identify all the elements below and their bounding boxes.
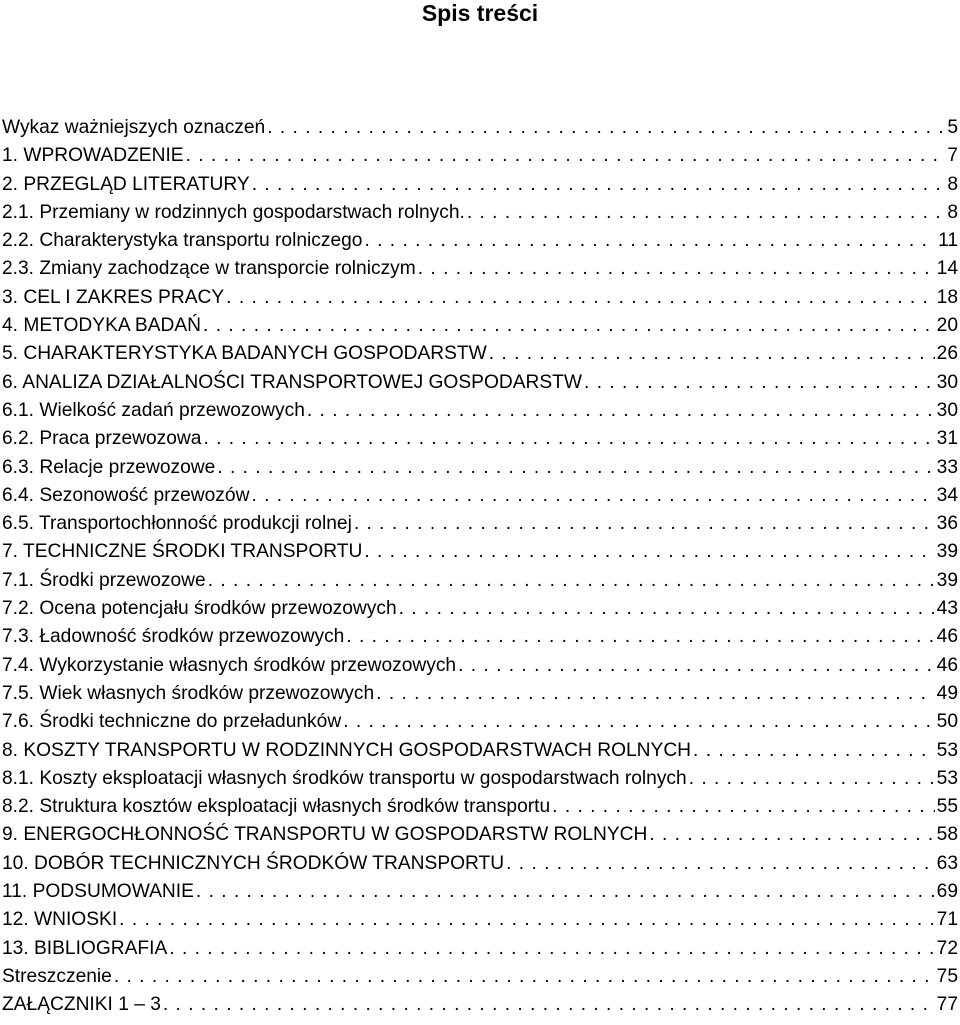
- toc-entry-page: 77: [936, 994, 958, 1016]
- dot-leader: [458, 652, 935, 680]
- toc-entry[interactable]: [2, 199, 958, 227]
- toc-entry[interactable]: [2, 454, 958, 482]
- toc-entry-title: 11. PODSUMOWANIE: [2, 881, 194, 903]
- dot-leader: [114, 963, 935, 991]
- toc-entry[interactable]: [2, 708, 958, 736]
- toc-entry[interactable]: [2, 737, 958, 765]
- dot-leader: [506, 850, 935, 878]
- dot-leader: [267, 114, 945, 142]
- toc-entry[interactable]: [2, 510, 958, 538]
- toc-entry[interactable]: [2, 284, 958, 312]
- toc-entry[interactable]: [2, 227, 958, 255]
- toc-entry-page: 8: [947, 201, 958, 223]
- toc-entry-page: 18: [936, 286, 958, 308]
- toc-entry[interactable]: [2, 482, 958, 510]
- toc-entry-title: Wykaz ważniejszych oznaczeń: [2, 117, 266, 138]
- toc-entry[interactable]: [2, 963, 958, 991]
- toc-entry[interactable]: [2, 538, 958, 566]
- toc-entry[interactable]: [2, 142, 958, 170]
- dot-leader: [693, 737, 935, 765]
- dot-leader: [649, 821, 934, 849]
- toc-entry[interactable]: [2, 652, 958, 680]
- toc-entry-page: 46: [936, 626, 958, 648]
- toc-entry-page: 30: [936, 371, 958, 393]
- dot-leader: [252, 171, 946, 199]
- toc-entry-page: 14: [936, 258, 958, 280]
- toc-entry-page: 30: [936, 399, 958, 421]
- toc-entry-page: 26: [936, 343, 958, 365]
- toc-entry-title: 6.1. Wielkość zadań przewozowych: [2, 399, 305, 421]
- toc-entry[interactable]: [2, 935, 958, 963]
- toc-entry-page: 49: [936, 682, 958, 704]
- toc-entry-title: 2.3. Zmiany zachodzące w transporcie rolniczym: [2, 258, 416, 280]
- toc-entry-page: 33: [936, 456, 958, 478]
- toc-entry-page: 71: [936, 909, 958, 931]
- toc-entry-title: 7.2. Ocena potencjału środków przewozowych: [2, 598, 397, 620]
- toc-entry[interactable]: [2, 793, 958, 821]
- toc-entry-title: ZAŁĄCZNIKI 1 – 3: [2, 994, 161, 1016]
- toc-entry-title: 9. ENERGOCHŁONNOŚĆ TRANSPORTU W GOSPODARSTW ROLNYCH: [2, 824, 648, 846]
- toc-entry-page: 34: [936, 484, 958, 506]
- toc-entry-title: 6.5. Transportochłonność produkcji rolnej: [2, 513, 352, 535]
- toc-entry-page: 55: [936, 796, 958, 818]
- toc-entry-page: 8: [947, 173, 958, 195]
- dot-leader: [489, 340, 935, 368]
- table-of-contents: [2, 114, 958, 1020]
- dot-leader: [307, 397, 935, 425]
- toc-entry-page: 36: [936, 513, 958, 535]
- toc-entry-page: 5: [947, 117, 958, 138]
- toc-entry-title: 13. BIBLIOGRAFIA: [2, 937, 168, 959]
- toc-entry[interactable]: [2, 567, 958, 595]
- dot-leader: [584, 369, 935, 397]
- toc-entry-page: 39: [936, 541, 958, 563]
- toc-entry-page: 75: [936, 965, 958, 987]
- toc-entry-page: 72: [936, 937, 958, 959]
- dot-leader: [163, 991, 935, 1019]
- dot-leader: [354, 510, 935, 538]
- toc-entry[interactable]: [2, 397, 958, 425]
- toc-entry-title: 1. WPROWADZENIE: [2, 145, 184, 167]
- toc-entry[interactable]: [2, 623, 958, 651]
- toc-entry-title: 8.2. Struktura kosztów eksploatacji własnych środków transportu: [2, 796, 551, 818]
- toc-entry-title: 2. PRZEGLĄD LITERATURY: [2, 173, 250, 195]
- toc-entry-page: 53: [936, 739, 958, 761]
- dot-leader: [364, 538, 934, 566]
- dot-leader: [467, 199, 945, 227]
- toc-entry[interactable]: [2, 991, 958, 1019]
- toc-entry-title: 6.2. Praca przewozowa: [2, 428, 202, 450]
- toc-entry-title: 7.3. Ładowność środków przewozowych: [2, 626, 345, 648]
- dot-leader: [217, 454, 934, 482]
- toc-entry-page: 50: [936, 711, 958, 733]
- toc-entry-title: 7.5. Wiek własnych środków przewozowych: [2, 682, 375, 704]
- toc-entry-page: 43: [936, 598, 958, 620]
- dot-leader: [251, 482, 934, 510]
- toc-entry[interactable]: [2, 850, 958, 878]
- dot-leader: [552, 793, 935, 821]
- dot-leader: [186, 142, 946, 170]
- toc-entry-title: 3. CEL I ZAKRES PRACY: [2, 286, 225, 308]
- toc-entry-page: 11: [938, 230, 958, 252]
- toc-entry-title: 7. TECHNICZNE ŚRODKI TRANSPORTU: [2, 541, 363, 563]
- toc-entry-page: 46: [936, 654, 958, 676]
- toc-entry[interactable]: [2, 878, 958, 906]
- toc-entry[interactable]: [2, 171, 958, 199]
- toc-entry-title: 12. WNIOSKI: [2, 909, 118, 931]
- dot-leader: [364, 227, 936, 255]
- dot-leader: [689, 765, 935, 793]
- toc-entry-page: 63: [936, 852, 958, 874]
- toc-entry[interactable]: [2, 340, 958, 368]
- toc-entry-page: 20: [936, 315, 958, 337]
- toc-entry-title: 4. METODYKA BADAŃ: [2, 315, 202, 337]
- dot-leader: [119, 906, 935, 934]
- toc-entry-page: 53: [936, 767, 958, 789]
- dot-leader: [196, 878, 935, 906]
- toc-entry[interactable]: [2, 369, 958, 397]
- toc-entry-title: 8. KOSZTY TRANSPORTU W RODZINNYCH GOSPODARSTWACH ROLNYCH: [2, 739, 692, 761]
- dot-leader: [203, 312, 935, 340]
- toc-entry-page: 58: [936, 824, 958, 846]
- toc-entry-title: 6.4. Sezonowość przewozów: [2, 484, 250, 506]
- toc-entry[interactable]: [2, 425, 958, 453]
- toc-entry-title: 7.6. Środki techniczne do przeładunków: [2, 711, 342, 733]
- toc-entry-page: 69: [936, 881, 958, 903]
- toc-entry-title: Streszczenie: [2, 965, 112, 987]
- dot-leader: [376, 680, 934, 708]
- toc-entry-title: 6.3. Relacje przewozowe: [2, 456, 216, 478]
- toc-entry-title: 7.4. Wykorzystanie własnych środków przewozowych: [2, 654, 457, 676]
- toc-entry-title: 2.2. Charakterystyka transportu rolniczego: [2, 230, 363, 252]
- toc-entry[interactable]: [2, 114, 958, 142]
- dot-leader: [399, 595, 935, 623]
- toc-entry[interactable]: [2, 680, 958, 708]
- toc-entry-title: 8.1. Koszty eksploatacji własnych środków transportu w gospodarstwach rolnych: [2, 767, 687, 789]
- toc-entry-title: 7.1. Środki przewozowe: [2, 569, 206, 591]
- toc-entry[interactable]: [2, 821, 958, 849]
- toc-entry[interactable]: [2, 312, 958, 340]
- dot-leader: [203, 425, 934, 453]
- dot-leader: [418, 255, 935, 283]
- toc-entry-title: 2.1. Przemiany w rodzinnych gospodarstwach rolnych.: [2, 201, 465, 223]
- toc-entry-page: 39: [936, 569, 958, 591]
- dot-leader: [226, 284, 935, 312]
- toc-entry[interactable]: [2, 255, 958, 283]
- page-title: Spis treści: [421, 0, 539, 26]
- toc-entry-page: 31: [936, 428, 958, 450]
- dot-leader: [346, 623, 934, 651]
- toc-entry-title: 5. CHARAKTERYSTYKA BADANYCH GOSPODARSTW: [2, 343, 487, 365]
- toc-entry-title: 6. ANALIZA DZIAŁALNOŚCI TRANSPORTOWEJ GOSPODARSTW: [2, 371, 583, 393]
- toc-entry[interactable]: [2, 906, 958, 934]
- dot-leader: [343, 708, 934, 736]
- toc-entry[interactable]: [2, 595, 958, 623]
- dot-leader: [208, 567, 935, 595]
- toc-entry[interactable]: [2, 765, 958, 793]
- toc-entry-title: 10. DOBÓR TECHNICZNYCH ŚRODKÓW TRANSPORTU: [2, 852, 505, 874]
- dot-leader: [169, 935, 934, 963]
- toc-entry-page: 7: [947, 145, 958, 167]
